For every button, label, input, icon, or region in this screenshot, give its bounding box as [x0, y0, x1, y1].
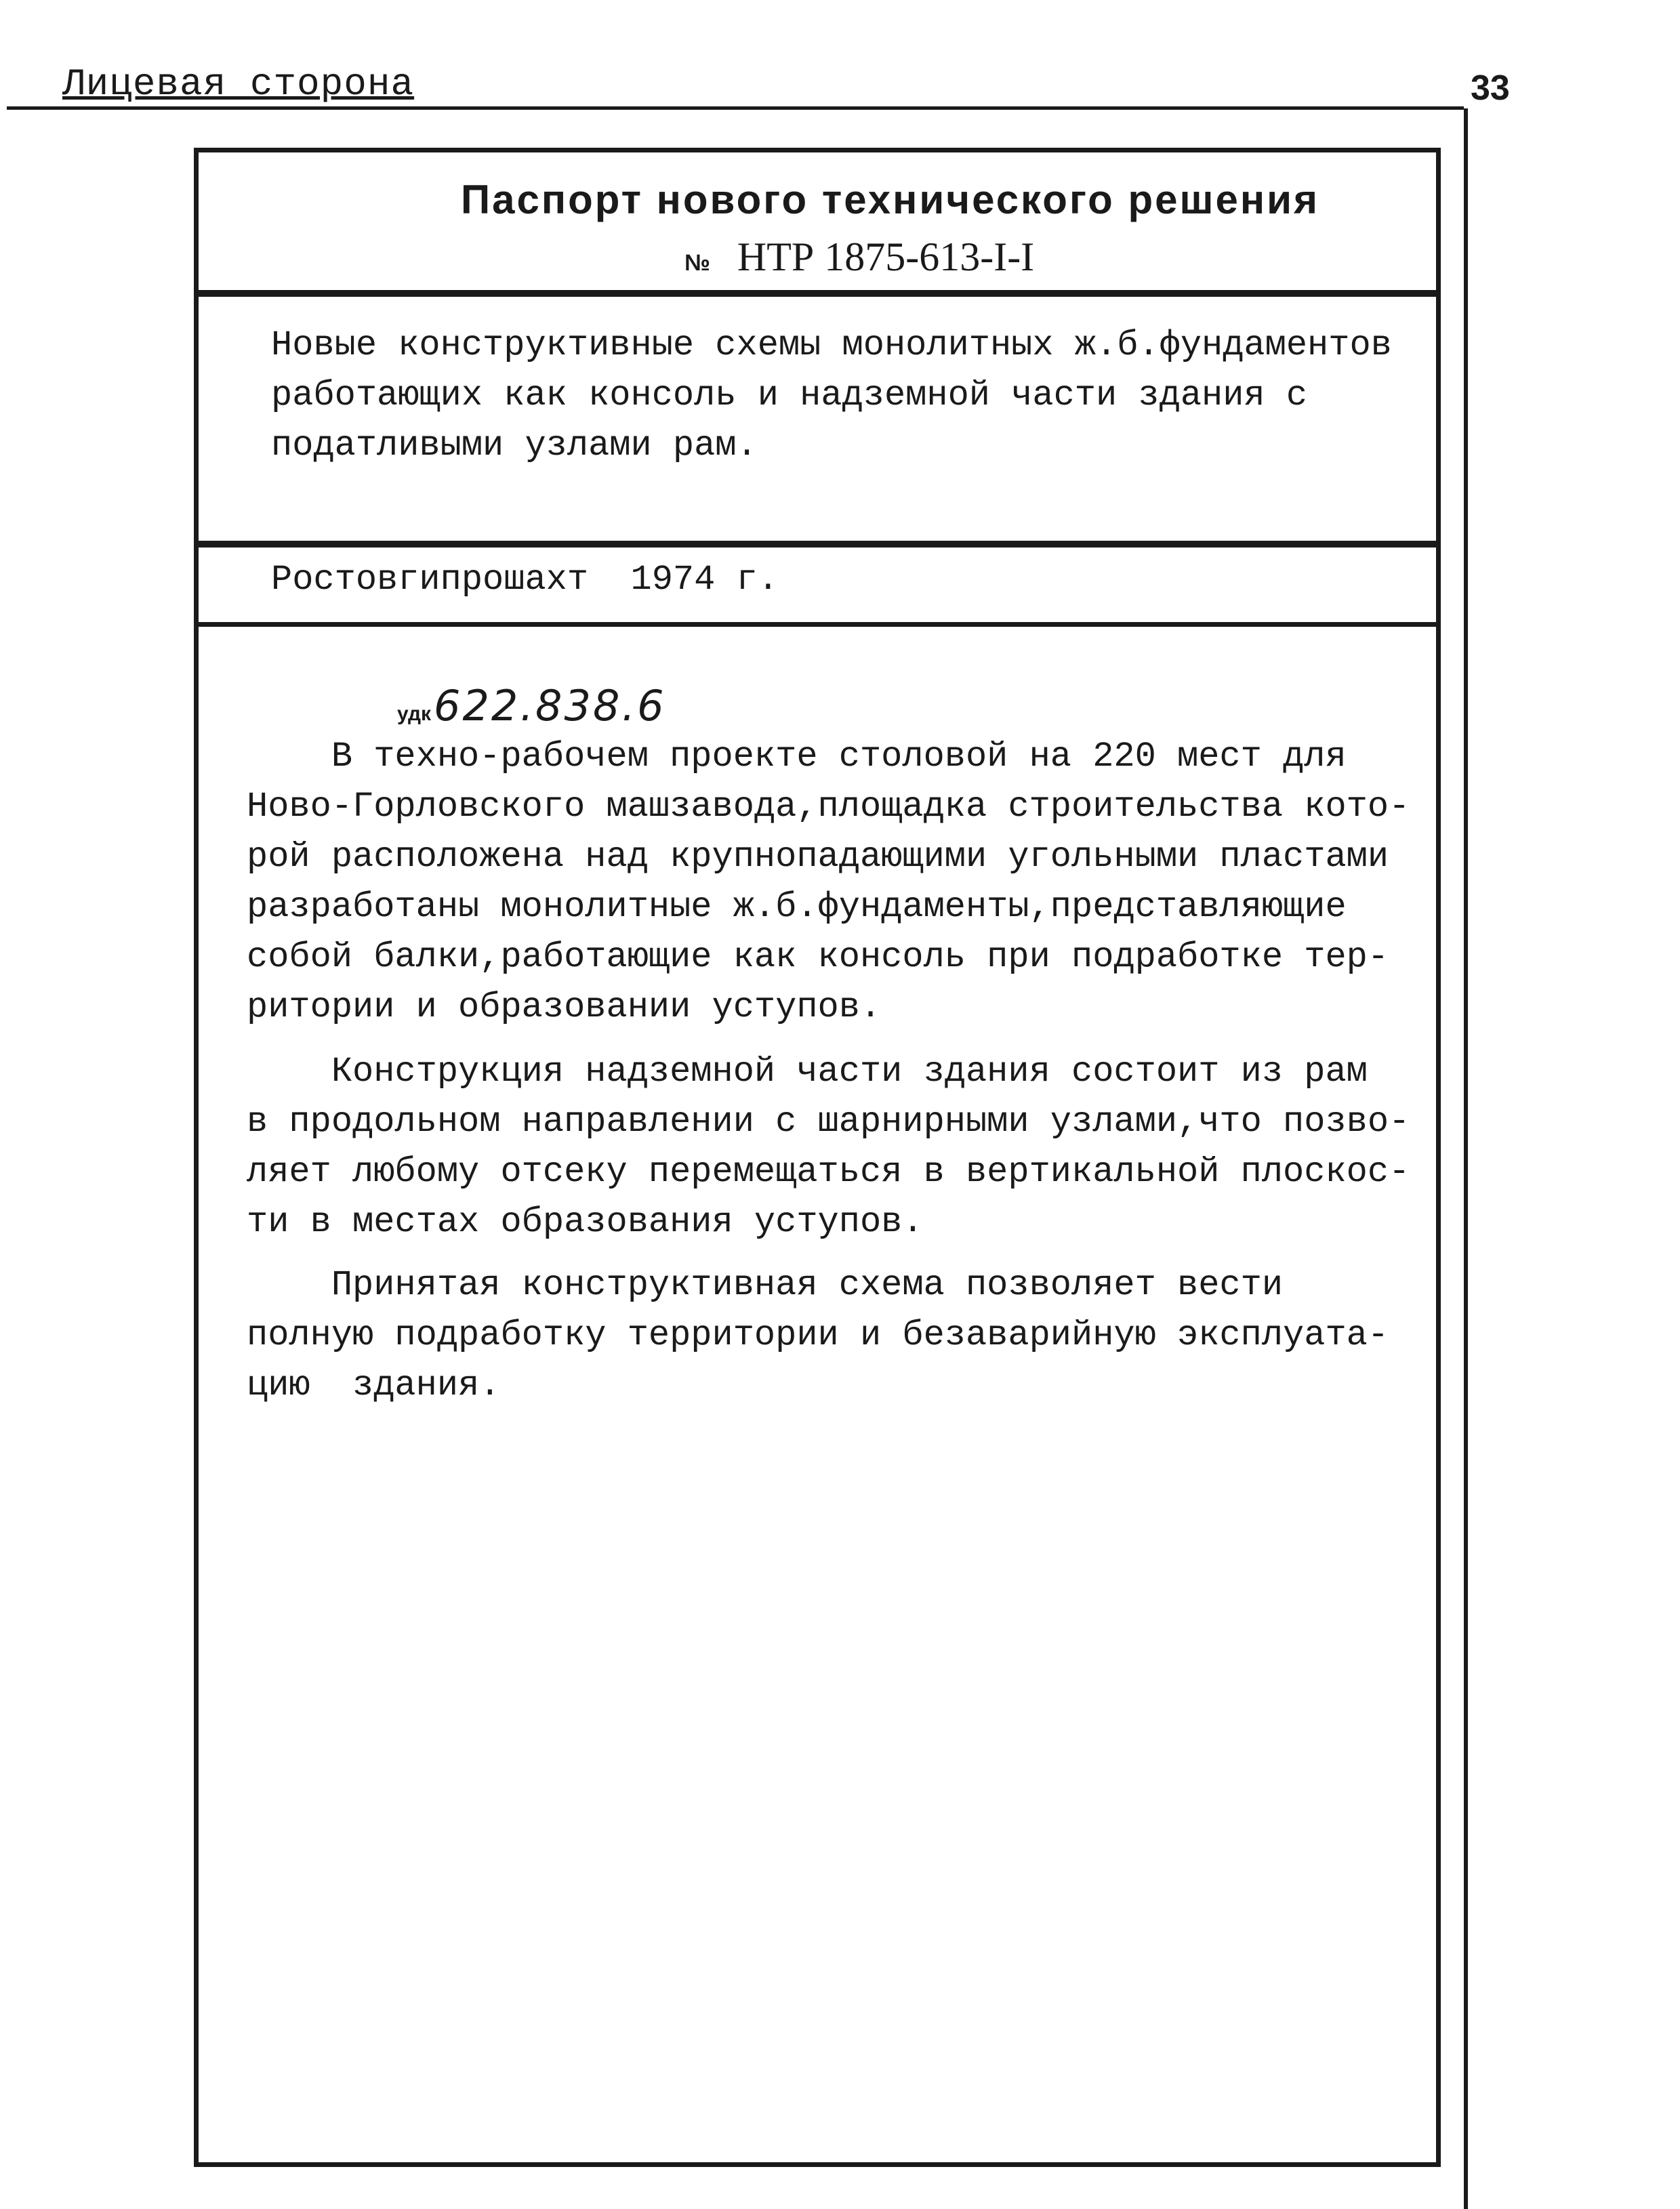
- organization-divider: [194, 622, 1441, 627]
- text-line: собой балки,работающие как консоль при подработке тер-: [247, 937, 1389, 977]
- text-line: ляет любому отсеку перемещаться в вертикальной плоскос-: [247, 1152, 1410, 1192]
- text-line: разработаны монолитные ж.б.фундаменты,представляющие: [247, 887, 1347, 927]
- side-label: Лицевая сторона: [62, 62, 415, 106]
- subject-text: [271, 321, 1392, 471]
- text-line: Ново-Горловского машзавода,площадка строительства кото-: [247, 787, 1410, 827]
- text-line: ритории и образовании уступов.: [247, 987, 882, 1027]
- text-line: В техно-рабочем проекте столовой на 220 мест для: [247, 737, 1347, 777]
- frame-shadow-line: [1464, 108, 1468, 2209]
- paragraph-3: [247, 1260, 1389, 1411]
- subject-line: Новые конструктивные схемы монолитных ж.б.фундаментов: [271, 325, 1392, 365]
- text-line: Принятая конструктивная схема позволяет вести: [247, 1265, 1284, 1305]
- text-line: в продольном направлении с шарнирными узлами,что позво-: [247, 1102, 1410, 1142]
- text-line: ти в местах образования уступов.: [247, 1202, 924, 1242]
- header-rule: [7, 106, 1464, 110]
- udk-code: [397, 681, 666, 730]
- title-divider: [194, 290, 1441, 297]
- page-number: 33: [1471, 68, 1510, 108]
- passport-number: НТР 1875-613-I-I: [737, 234, 1035, 279]
- text-line: полную подработку территории и безаварийную эксплуата-: [247, 1315, 1389, 1355]
- passport-number-line: [684, 234, 1034, 281]
- paragraph-2: [247, 1047, 1410, 1247]
- text-line: рой расположена над крупнопадающими угольными пластами: [247, 837, 1389, 877]
- paragraph-1: [247, 732, 1410, 1033]
- subject-line: работающих как консоль и надземной части здания с: [271, 375, 1308, 415]
- subject-line: податливыми узлами рам.: [271, 426, 758, 466]
- text-line: Конструкция надземной части здания состоит из рам: [247, 1052, 1368, 1092]
- udk-prefix: удк: [397, 703, 431, 725]
- organization-year: Ростовгипрошахт 1974 г.: [271, 560, 779, 600]
- udk-number: 622.838.6: [434, 681, 666, 730]
- passport-title: Паспорт нового технического решения: [461, 177, 1320, 222]
- text-line: цию здания.: [247, 1365, 501, 1405]
- number-prefix: №: [684, 250, 710, 276]
- subject-divider: [194, 541, 1441, 548]
